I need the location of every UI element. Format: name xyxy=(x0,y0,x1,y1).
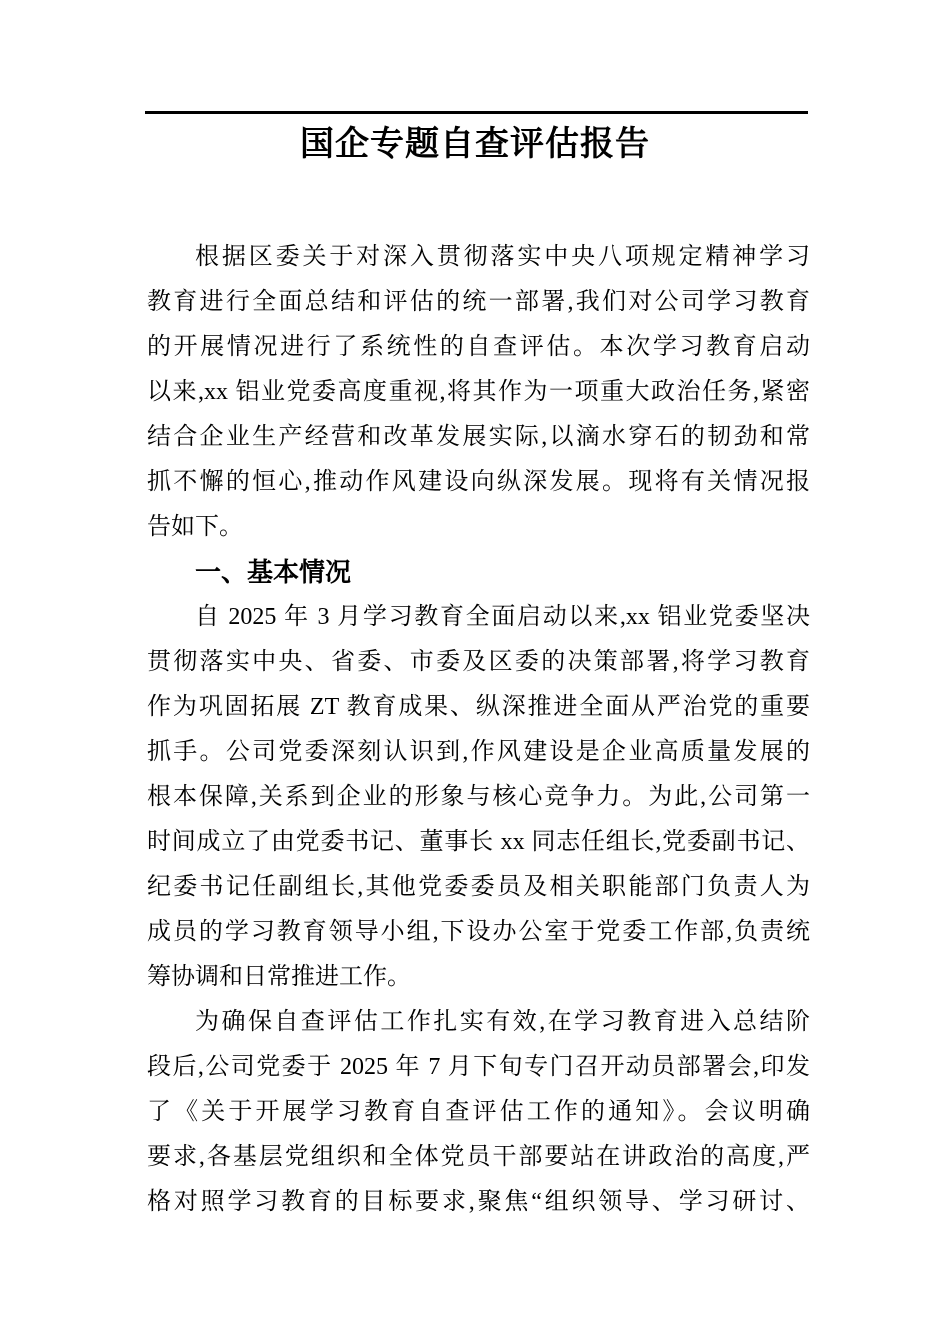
text-line: 成员的学习教育领导小组,下设办公室于党委工作部,负责统 xyxy=(147,919,810,945)
text-line: 为确保自查评估工作扎实有效,在学习教育进入总结阶 xyxy=(195,1009,810,1035)
header-rule xyxy=(145,111,808,114)
document-body xyxy=(147,235,810,1225)
text-line: 教育进行全面总结和评估的统一部署,我们对公司学习教育 xyxy=(147,289,810,315)
text-line: 结合企业生产经营和改革发展实际,以滴水穿石的韧劲和常 xyxy=(147,424,810,450)
text-line: 纪委书记任副组长,其他党委委员及相关职能部门负责人为 xyxy=(147,874,810,900)
text-line: 了《关于开展学习教育自查评估工作的通知》。会议明确 xyxy=(147,1099,810,1125)
text-line: 根本保障,关系到企业的形象与核心竞争力。为此,公司第一 xyxy=(147,784,810,810)
text-line: 作为巩固拓展 ZT 教育成果、纵深推进全面从严治党的重要 xyxy=(147,694,810,720)
text-line: 的开展情况进行了系统性的自查评估。本次学习教育启动 xyxy=(147,334,810,360)
text-line: 段后,公司党委于 2025 年 7 月下旬专门召开动员部署会,印发 xyxy=(147,1054,810,1080)
text-line: 告如下。 xyxy=(147,514,243,540)
text-line: 抓不懈的恒心,推动作风建设向纵深发展。现将有关情况报 xyxy=(147,469,810,495)
text-line: 要求,各基层党组织和全体党员干部要站在讲政治的高度,严 xyxy=(147,1144,810,1170)
text-line: 时间成立了由党委书记、董事长 xx 同志任组长,党委副书记、 xyxy=(147,829,810,855)
text-line: 抓手。公司党委深刻认识到,作风建设是企业高质量发展的 xyxy=(147,739,810,765)
document-title: 国企专题自查评估报告 xyxy=(300,126,650,163)
text-line: 以来,xx 铝业党委高度重视,将其作为一项重大政治任务,紧密 xyxy=(147,379,810,405)
text-line: 根据区委关于对深入贯彻落实中央八项规定精神学习 xyxy=(195,244,810,270)
text-line: 格对照学习教育的目标要求,聚焦“组织领导、学习研讨、 xyxy=(147,1189,810,1215)
text-line: 筹协调和日常推进工作。 xyxy=(147,964,411,990)
text-line: 贯彻落实中央、省委、市委及区委的决策部署,将学习教育 xyxy=(147,649,810,675)
section-heading: 一、基本情况 xyxy=(195,557,352,587)
text-line: 自 2025 年 3 月学习教育全面启动以来,xx 铝业党委坚决 xyxy=(195,604,810,630)
